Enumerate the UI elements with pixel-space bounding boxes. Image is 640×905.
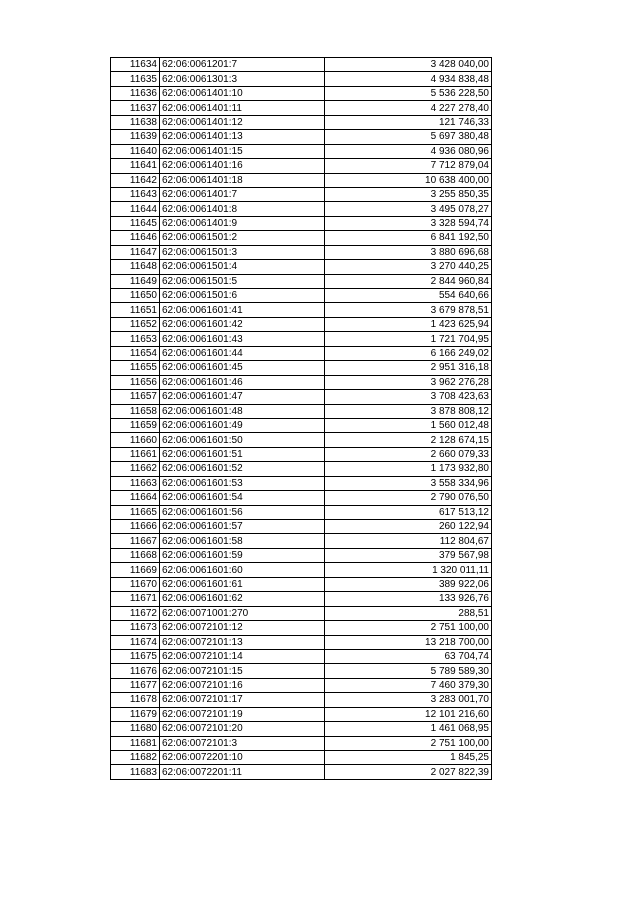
row-number-cell: 11683 xyxy=(111,765,160,779)
cadastral-number-cell: 62:06:0072101:19 xyxy=(160,707,325,721)
cadastral-value-cell: 13 218 700,00 xyxy=(325,635,492,649)
table-row xyxy=(111,520,492,534)
cadastral-value-cell: 3 255 850,35 xyxy=(325,187,492,201)
cadastral-value-cell: 2 751 100,00 xyxy=(325,736,492,750)
cadastral-value-cell: 5 789 589,30 xyxy=(325,664,492,678)
cadastral-number-cell: 62:06:0061501:5 xyxy=(160,274,325,288)
table-row xyxy=(111,159,492,173)
cadastral-value-cell: 3 283 001,70 xyxy=(325,693,492,707)
row-number-cell: 11634 xyxy=(111,58,160,72)
row-number-cell: 11672 xyxy=(111,606,160,620)
cadastral-number-cell: 62:06:0061401:10 xyxy=(160,86,325,100)
table-row xyxy=(111,649,492,663)
row-number-cell: 11647 xyxy=(111,245,160,259)
table-row xyxy=(111,130,492,144)
cadastral-number-cell: 62:06:0061601:54 xyxy=(160,491,325,505)
cadastral-value-cell: 133 926,76 xyxy=(325,592,492,606)
cadastral-value-cell: 2 751 100,00 xyxy=(325,621,492,635)
cadastral-number-cell: 62:06:0072201:10 xyxy=(160,751,325,765)
cadastral-value-cell: 2 128 674,15 xyxy=(325,433,492,447)
cadastral-value-cell: 3 679 878,51 xyxy=(325,303,492,317)
cadastral-number-cell: 62:06:0061601:59 xyxy=(160,548,325,562)
cadastral-value-cell: 6 841 192,50 xyxy=(325,231,492,245)
cadastral-value-cell: 2 951 316,18 xyxy=(325,361,492,375)
cadastral-value-cell: 617 513,12 xyxy=(325,505,492,519)
table-row xyxy=(111,736,492,750)
row-number-cell: 11644 xyxy=(111,202,160,216)
table-row xyxy=(111,260,492,274)
cadastral-number-cell: 62:06:0061501:4 xyxy=(160,260,325,274)
cadastral-number-cell: 62:06:0072101:3 xyxy=(160,736,325,750)
row-number-cell: 11673 xyxy=(111,621,160,635)
table-row xyxy=(111,58,492,72)
cadastral-number-cell: 62:06:0061601:60 xyxy=(160,563,325,577)
cadastral-value-cell: 2 660 079,33 xyxy=(325,447,492,461)
cadastral-value-cell: 12 101 216,60 xyxy=(325,707,492,721)
table-row xyxy=(111,476,492,490)
row-number-cell: 11648 xyxy=(111,260,160,274)
row-number-cell: 11665 xyxy=(111,505,160,519)
row-number-cell: 11635 xyxy=(111,72,160,86)
row-number-cell: 11636 xyxy=(111,86,160,100)
table-row xyxy=(111,375,492,389)
cadastral-value-cell: 1 845,25 xyxy=(325,751,492,765)
cadastral-value-cell: 3 878 808,12 xyxy=(325,404,492,418)
row-number-cell: 11660 xyxy=(111,433,160,447)
row-number-cell: 11662 xyxy=(111,462,160,476)
cadastral-number-cell: 62:06:0072101:16 xyxy=(160,678,325,692)
cadastral-number-cell: 62:06:0061401:11 xyxy=(160,101,325,115)
row-number-cell: 11646 xyxy=(111,231,160,245)
cadastral-value-cell: 5 536 228,50 xyxy=(325,86,492,100)
cadastral-value-cell: 554 640,66 xyxy=(325,289,492,303)
cadastral-value-cell: 3 880 696,68 xyxy=(325,245,492,259)
cadastral-number-cell: 62:06:0061601:51 xyxy=(160,447,325,461)
row-number-cell: 11666 xyxy=(111,520,160,534)
row-number-cell: 11654 xyxy=(111,346,160,360)
table-row xyxy=(111,693,492,707)
cadastral-number-cell: 62:06:0061601:62 xyxy=(160,592,325,606)
row-number-cell: 11667 xyxy=(111,534,160,548)
cadastral-number-cell: 62:06:0072101:20 xyxy=(160,722,325,736)
cadastral-number-cell: 62:06:0061401:16 xyxy=(160,159,325,173)
row-number-cell: 11677 xyxy=(111,678,160,692)
cadastral-value-cell: 288,51 xyxy=(325,606,492,620)
table-row xyxy=(111,433,492,447)
cadastral-number-cell: 62:06:0061501:6 xyxy=(160,289,325,303)
row-number-cell: 11640 xyxy=(111,144,160,158)
cadastral-number-cell: 62:06:0061401:12 xyxy=(160,115,325,129)
table-row xyxy=(111,505,492,519)
cadastral-number-cell: 62:06:0061601:41 xyxy=(160,303,325,317)
cadastral-value-cell: 389 922,06 xyxy=(325,577,492,591)
cadastral-value-cell: 260 122,94 xyxy=(325,520,492,534)
cadastral-number-cell: 62:06:0061201:7 xyxy=(160,58,325,72)
cadastral-value-cell: 4 934 838,48 xyxy=(325,72,492,86)
cadastral-number-cell: 62:06:0061601:61 xyxy=(160,577,325,591)
cadastral-value-cell: 3 328 594,74 xyxy=(325,216,492,230)
row-number-cell: 11661 xyxy=(111,447,160,461)
row-number-cell: 11668 xyxy=(111,548,160,562)
cadastral-value-cell: 3 428 040,00 xyxy=(325,58,492,72)
cadastral-number-cell: 62:06:0061501:2 xyxy=(160,231,325,245)
row-number-cell: 11657 xyxy=(111,390,160,404)
row-number-cell: 11663 xyxy=(111,476,160,490)
cadastral-number-cell: 62:06:0072101:17 xyxy=(160,693,325,707)
cadastral-value-cell: 112 804,67 xyxy=(325,534,492,548)
row-number-cell: 11676 xyxy=(111,664,160,678)
table-row xyxy=(111,289,492,303)
cadastral-value-cell: 63 704,74 xyxy=(325,649,492,663)
cadastral-value-cell: 379 567,98 xyxy=(325,548,492,562)
table-row xyxy=(111,101,492,115)
row-number-cell: 11675 xyxy=(111,649,160,663)
row-number-cell: 11682 xyxy=(111,751,160,765)
cadastral-number-cell: 62:06:0072101:13 xyxy=(160,635,325,649)
cadastral-value-cell: 3 558 334,96 xyxy=(325,476,492,490)
row-number-cell: 11645 xyxy=(111,216,160,230)
table-row xyxy=(111,86,492,100)
cadastral-value-table xyxy=(110,57,492,780)
row-number-cell: 11641 xyxy=(111,159,160,173)
table-row xyxy=(111,722,492,736)
row-number-cell: 11658 xyxy=(111,404,160,418)
row-number-cell: 11674 xyxy=(111,635,160,649)
cadastral-value-cell: 7 460 379,30 xyxy=(325,678,492,692)
row-number-cell: 11664 xyxy=(111,491,160,505)
cadastral-number-cell: 62:06:0061601:58 xyxy=(160,534,325,548)
cadastral-number-cell: 62:06:0061601:42 xyxy=(160,317,325,331)
table-row xyxy=(111,173,492,187)
row-number-cell: 11639 xyxy=(111,130,160,144)
table-row xyxy=(111,72,492,86)
cadastral-number-cell: 62:06:0061501:3 xyxy=(160,245,325,259)
table-row xyxy=(111,361,492,375)
table-row xyxy=(111,534,492,548)
table-row xyxy=(111,274,492,288)
cadastral-value-cell: 4 936 080,96 xyxy=(325,144,492,158)
cadastral-number-cell: 62:06:0061601:48 xyxy=(160,404,325,418)
cadastral-value-cell: 121 746,33 xyxy=(325,115,492,129)
cadastral-number-cell: 62:06:0061601:44 xyxy=(160,346,325,360)
row-number-cell: 11669 xyxy=(111,563,160,577)
table-row xyxy=(111,115,492,129)
row-number-cell: 11653 xyxy=(111,332,160,346)
table-row xyxy=(111,317,492,331)
cadastral-value-cell: 5 697 380,48 xyxy=(325,130,492,144)
cadastral-value-cell: 4 227 278,40 xyxy=(325,101,492,115)
table-row xyxy=(111,577,492,591)
row-number-cell: 11638 xyxy=(111,115,160,129)
table-row xyxy=(111,462,492,476)
cadastral-value-cell: 3 270 440,25 xyxy=(325,260,492,274)
cadastral-number-cell: 62:06:0061301:3 xyxy=(160,72,325,86)
row-number-cell: 11649 xyxy=(111,274,160,288)
cadastral-value-cell: 6 166 249,02 xyxy=(325,346,492,360)
table-row xyxy=(111,144,492,158)
cadastral-number-cell: 62:06:0071001:270 xyxy=(160,606,325,620)
cadastral-number-cell: 62:06:0061601:52 xyxy=(160,462,325,476)
row-number-cell: 11671 xyxy=(111,592,160,606)
cadastral-number-cell: 62:06:0072101:12 xyxy=(160,621,325,635)
table-row xyxy=(111,751,492,765)
registry-sheet xyxy=(110,57,491,780)
row-number-cell: 11637 xyxy=(111,101,160,115)
table-row xyxy=(111,707,492,721)
table-row xyxy=(111,765,492,779)
row-number-cell: 11659 xyxy=(111,418,160,432)
cadastral-number-cell: 62:06:0061401:9 xyxy=(160,216,325,230)
row-number-cell: 11650 xyxy=(111,289,160,303)
cadastral-value-cell: 2 790 076,50 xyxy=(325,491,492,505)
row-number-cell: 11678 xyxy=(111,693,160,707)
table-row xyxy=(111,418,492,432)
cadastral-number-cell: 62:06:0061601:49 xyxy=(160,418,325,432)
table-row xyxy=(111,491,492,505)
cadastral-value-cell: 1 173 932,80 xyxy=(325,462,492,476)
table-row xyxy=(111,635,492,649)
table-row xyxy=(111,563,492,577)
cadastral-number-cell: 62:06:0061401:8 xyxy=(160,202,325,216)
table-row xyxy=(111,548,492,562)
table-row xyxy=(111,447,492,461)
cadastral-number-cell: 62:06:0061601:45 xyxy=(160,361,325,375)
table-row xyxy=(111,404,492,418)
table-row xyxy=(111,332,492,346)
cadastral-value-cell: 1 560 012,48 xyxy=(325,418,492,432)
cadastral-value-cell: 3 962 276,28 xyxy=(325,375,492,389)
table-row xyxy=(111,231,492,245)
cadastral-value-cell: 1 461 068,95 xyxy=(325,722,492,736)
cadastral-number-cell: 62:06:0061401:15 xyxy=(160,144,325,158)
table-row xyxy=(111,303,492,317)
cadastral-value-cell: 2 027 822,39 xyxy=(325,765,492,779)
cadastral-number-cell: 62:06:0061401:13 xyxy=(160,130,325,144)
row-number-cell: 11679 xyxy=(111,707,160,721)
table-row xyxy=(111,621,492,635)
row-number-cell: 11655 xyxy=(111,361,160,375)
cadastral-number-cell: 62:06:0061601:47 xyxy=(160,390,325,404)
cadastral-number-cell: 62:06:0061601:46 xyxy=(160,375,325,389)
row-number-cell: 11656 xyxy=(111,375,160,389)
cadastral-value-cell: 2 844 960,84 xyxy=(325,274,492,288)
table-row xyxy=(111,678,492,692)
cadastral-number-cell: 62:06:0061401:7 xyxy=(160,187,325,201)
cadastral-number-cell: 62:06:0061601:56 xyxy=(160,505,325,519)
cadastral-number-cell: 62:06:0061401:18 xyxy=(160,173,325,187)
table-row xyxy=(111,592,492,606)
table-row xyxy=(111,187,492,201)
cadastral-value-cell: 10 638 400,00 xyxy=(325,173,492,187)
cadastral-number-cell: 62:06:0072201:11 xyxy=(160,765,325,779)
cadastral-number-cell: 62:06:0061601:50 xyxy=(160,433,325,447)
cadastral-number-cell: 62:06:0072101:15 xyxy=(160,664,325,678)
row-number-cell: 11670 xyxy=(111,577,160,591)
cadastral-number-cell: 62:06:0061601:53 xyxy=(160,476,325,490)
row-number-cell: 11681 xyxy=(111,736,160,750)
table-row xyxy=(111,216,492,230)
table-body xyxy=(111,58,492,780)
table-row xyxy=(111,390,492,404)
cadastral-value-cell: 1 320 011,11 xyxy=(325,563,492,577)
row-number-cell: 11651 xyxy=(111,303,160,317)
table-row xyxy=(111,202,492,216)
table-row xyxy=(111,346,492,360)
cadastral-number-cell: 62:06:0061601:43 xyxy=(160,332,325,346)
cadastral-value-cell: 3 495 078,27 xyxy=(325,202,492,216)
cadastral-number-cell: 62:06:0061601:57 xyxy=(160,520,325,534)
table-row xyxy=(111,606,492,620)
table-row xyxy=(111,245,492,259)
cadastral-value-cell: 7 712 879,04 xyxy=(325,159,492,173)
row-number-cell: 11652 xyxy=(111,317,160,331)
cadastral-value-cell: 3 708 423,63 xyxy=(325,390,492,404)
table-row xyxy=(111,664,492,678)
row-number-cell: 11680 xyxy=(111,722,160,736)
cadastral-number-cell: 62:06:0072101:14 xyxy=(160,649,325,663)
row-number-cell: 11642 xyxy=(111,173,160,187)
row-number-cell: 11643 xyxy=(111,187,160,201)
cadastral-value-cell: 1 423 625,94 xyxy=(325,317,492,331)
cadastral-value-cell: 1 721 704,95 xyxy=(325,332,492,346)
